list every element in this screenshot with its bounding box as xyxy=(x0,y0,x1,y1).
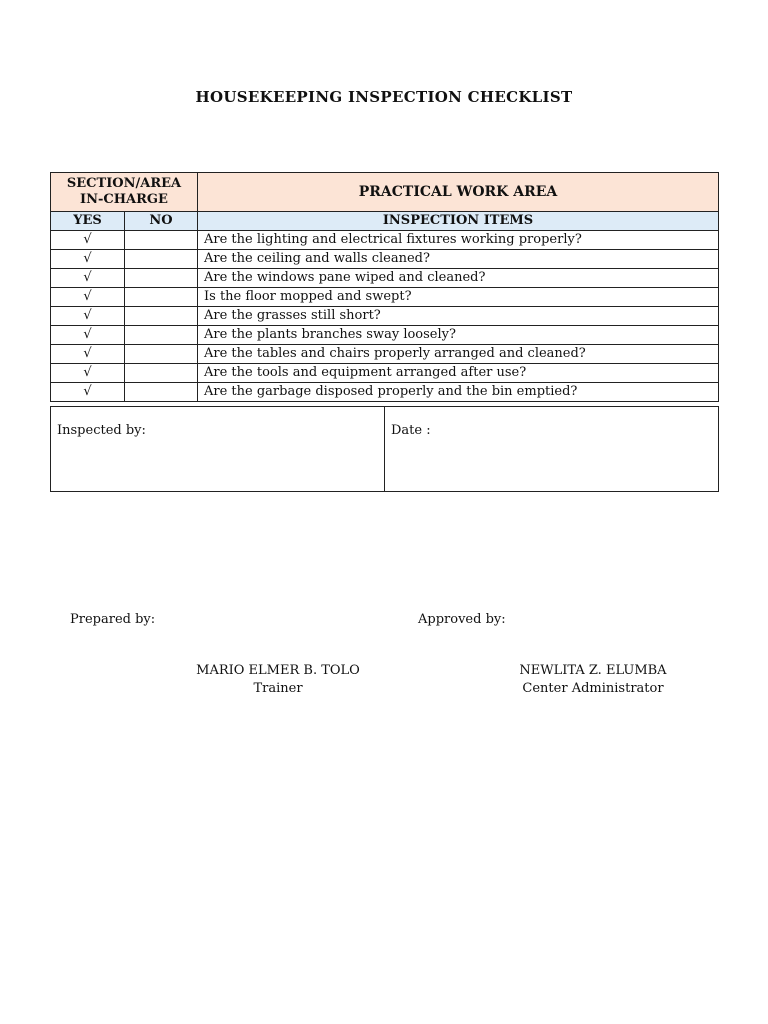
inspection-item: Are the tables and chairs properly arranged and cleaned? xyxy=(198,345,719,364)
section-area-header: SECTION/AREA IN-CHARGE xyxy=(51,173,198,212)
approved-by-signature xyxy=(500,662,686,698)
no-cell xyxy=(125,288,198,307)
yes-cell: √ xyxy=(51,383,125,402)
approved-by-name: NEWLITA Z. ELUMBA xyxy=(519,663,667,678)
no-cell xyxy=(125,231,198,250)
yes-cell: √ xyxy=(51,288,125,307)
table-row xyxy=(51,269,719,288)
no-column-header: NO xyxy=(125,212,198,231)
inspection-item: Are the windows pane wiped and cleaned? xyxy=(198,269,719,288)
yes-cell: √ xyxy=(51,345,125,364)
inspection-item: Are the ceiling and walls cleaned? xyxy=(198,250,719,269)
yes-column-header: YES xyxy=(51,212,125,231)
inspection-item: Are the tools and equipment arranged after use? xyxy=(198,364,719,383)
inspection-item: Are the lighting and electrical fixtures working properly? xyxy=(198,231,719,250)
signoff-table xyxy=(50,406,719,492)
table-row xyxy=(51,364,719,383)
inspection-item: Are the plants branches sway loosely? xyxy=(198,326,719,345)
no-cell xyxy=(125,326,198,345)
prepared-by-label: Prepared by: xyxy=(70,612,156,627)
table-row xyxy=(51,345,719,364)
prepared-by-signature xyxy=(180,662,376,698)
no-cell xyxy=(125,307,198,326)
inspection-table xyxy=(50,172,719,402)
inspection-item: Is the floor mopped and swept? xyxy=(198,288,719,307)
document-title: HOUSEKEEPING INSPECTION CHECKLIST xyxy=(195,88,573,106)
table-row xyxy=(51,231,719,250)
table-row xyxy=(51,288,719,307)
table-row xyxy=(51,326,719,345)
no-cell xyxy=(125,269,198,288)
yes-cell: √ xyxy=(51,364,125,383)
area-name: PRACTICAL WORK AREA xyxy=(198,173,719,212)
items-column-header: INSPECTION ITEMS xyxy=(198,212,719,231)
no-cell xyxy=(125,345,198,364)
table-row xyxy=(51,307,719,326)
yes-cell: √ xyxy=(51,231,125,250)
header-row-columns xyxy=(51,212,719,231)
date-label: Date : xyxy=(391,423,431,438)
header-row-section xyxy=(51,173,719,212)
approved-by-label: Approved by: xyxy=(418,612,506,627)
inspected-by-label: Inspected by: xyxy=(57,423,146,438)
no-cell xyxy=(125,250,198,269)
inspected-by-cell[interactable] xyxy=(51,407,385,492)
approved-by-role: Center Administrator xyxy=(522,681,664,696)
table-row xyxy=(51,383,719,402)
table-row xyxy=(51,250,719,269)
yes-cell: √ xyxy=(51,250,125,269)
yes-cell: √ xyxy=(51,269,125,288)
inspection-item: Are the garbage disposed properly and the bin emptied? xyxy=(198,383,719,402)
prepared-by-role: Trainer xyxy=(253,681,303,696)
no-cell xyxy=(125,383,198,402)
inspection-item: Are the grasses still short? xyxy=(198,307,719,326)
yes-cell: √ xyxy=(51,326,125,345)
yes-cell: √ xyxy=(51,307,125,326)
no-cell xyxy=(125,364,198,383)
prepared-by-name: MARIO ELMER B. TOLO xyxy=(196,663,360,678)
date-cell[interactable] xyxy=(385,407,719,492)
